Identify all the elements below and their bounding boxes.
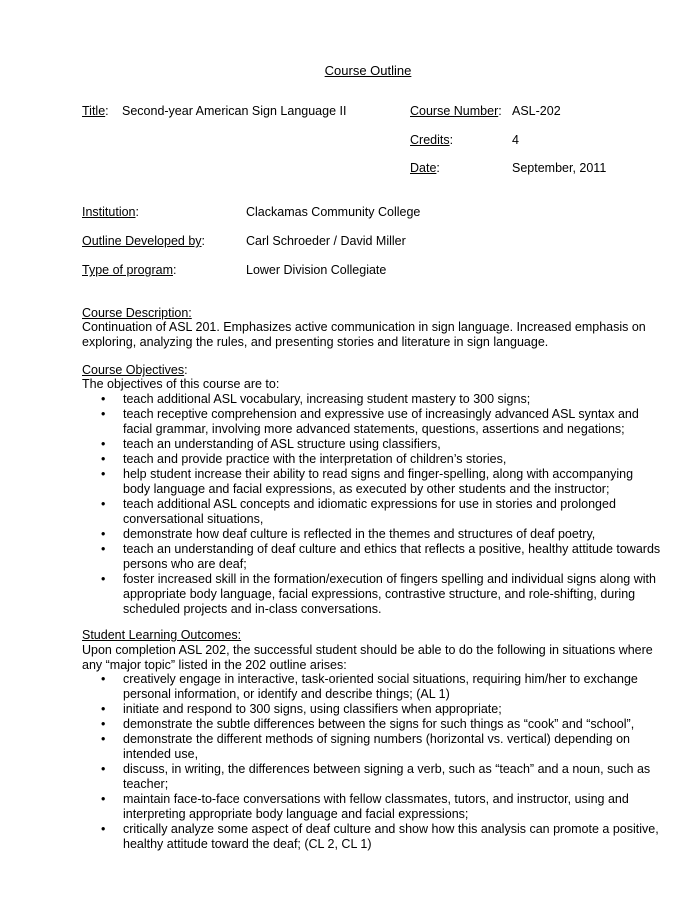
developed-label: Outline Developed by (82, 234, 202, 248)
outcome-item: • discuss, in writing, the differences between signing a verb, such as “teach” and a noun, such as teacher; (82, 762, 662, 792)
objectives-list (82, 392, 662, 617)
outcome-item: • critically analyze some aspect of deaf culture and show how this analysis can promote a positive, healthy attitude toward the deaf; (CL 2, CL 1) (82, 822, 662, 852)
outcomes-heading: Student Learning Outcomes: (82, 628, 242, 642)
course-number-field: Course Number: (410, 104, 502, 118)
objectives-intro: The objectives of this course are to: (82, 377, 280, 391)
objective-item: • foster increased skill in the formation/execution of fingers spelling and individual signs along with appropriate body language, facial expressions, contrastive structure, and role-shifting, during scheduled projects and in-class conversations. (82, 572, 662, 617)
objective-item: • teach and provide practice with the interpretation of children’s stories, (82, 452, 662, 467)
outcomes-intro: Upon completion ASL 202, the successful student should be able to do the following in situations where any “major topic” listed in the 202 outline arises: (82, 643, 653, 672)
objective-item: • teach additional ASL concepts and idiomatic expressions for use in stories and prolonged conversational situations, (82, 497, 662, 527)
institution-label: Institution (82, 205, 136, 219)
objectives-heading-line: Course Objectives: (82, 363, 188, 377)
credits-value: 4 (512, 133, 519, 147)
objective-item: • demonstrate how deaf culture is reflected in the themes and structures of deaf poetry, (82, 527, 662, 542)
objective-item: • teach additional ASL vocabulary, increasing student mastery to 300 signs; (82, 392, 662, 407)
outcome-item: • creatively engage in interactive, task-oriented social situations, requiring him/her to exchange personal information, or identify and describe things; (AL 1) (82, 672, 662, 702)
course-number-label: Course Number (410, 104, 499, 118)
outcome-item: • demonstrate the subtle differences between the signs for such things as “cook” and “school”, (82, 717, 662, 732)
title-field: Title: (82, 104, 109, 118)
date-label: Date (410, 161, 437, 175)
date-value: September, 2011 (512, 161, 607, 175)
outcome-item: • maintain face-to-face conversations with fellow classmates, tutors, and instructor, using and interpreting appropriate body language and facial expressions; (82, 792, 662, 822)
course-number-value: ASL-202 (512, 104, 561, 118)
program-field: Type of program: (82, 263, 177, 277)
outcome-item: • initiate and respond to 300 signs, using classifiers when appropriate; (82, 702, 662, 717)
objective-item: • teach an understanding of deaf culture and ethics that reflects a positive, healthy attitude towards persons who are deaf; (82, 542, 662, 572)
description-text: Continuation of ASL 201. Emphasizes active communication in sign language. Increased emphasis on exploring, analyzing the rules, and presenting stories and literature in sign language. (82, 320, 646, 349)
outcome-item: • demonstrate the different methods of signing numbers (horizontal vs. vertical) depending on intended use, (82, 732, 662, 762)
document-title: Course Outline (324, 63, 412, 78)
objectives-heading: Course Objectives (82, 363, 185, 377)
credits-field: Credits: (410, 133, 454, 147)
objective-item: • teach receptive comprehension and expressive use of increasingly advanced ASL syntax and facial grammar, involving more advanced statements, questions, assertions and negations; (82, 407, 662, 437)
outcomes-list (82, 672, 662, 852)
description-heading: Course Description: (82, 306, 192, 320)
program-label: Type of program (82, 263, 174, 277)
objective-item: • teach an understanding of ASL structure using classifiers, (82, 437, 662, 452)
developed-field: Outline Developed by: (82, 234, 206, 248)
date-field: Date: (410, 161, 440, 175)
program-value: Lower Division Collegiate (246, 263, 387, 277)
institution-field: Institution: (82, 205, 139, 219)
title-value: Second-year American Sign Language II (122, 104, 347, 118)
institution-value: Clackamas Community College (246, 205, 421, 219)
credits-label: Credits (410, 133, 450, 147)
objective-item: • help student increase their ability to read signs and finger-spelling, along with accompanying body language and facial expressions, as executed by other students and the instructor; (82, 467, 662, 497)
developed-value: Carl Schroeder / David Miller (246, 234, 406, 248)
title-label: Title (82, 104, 106, 118)
